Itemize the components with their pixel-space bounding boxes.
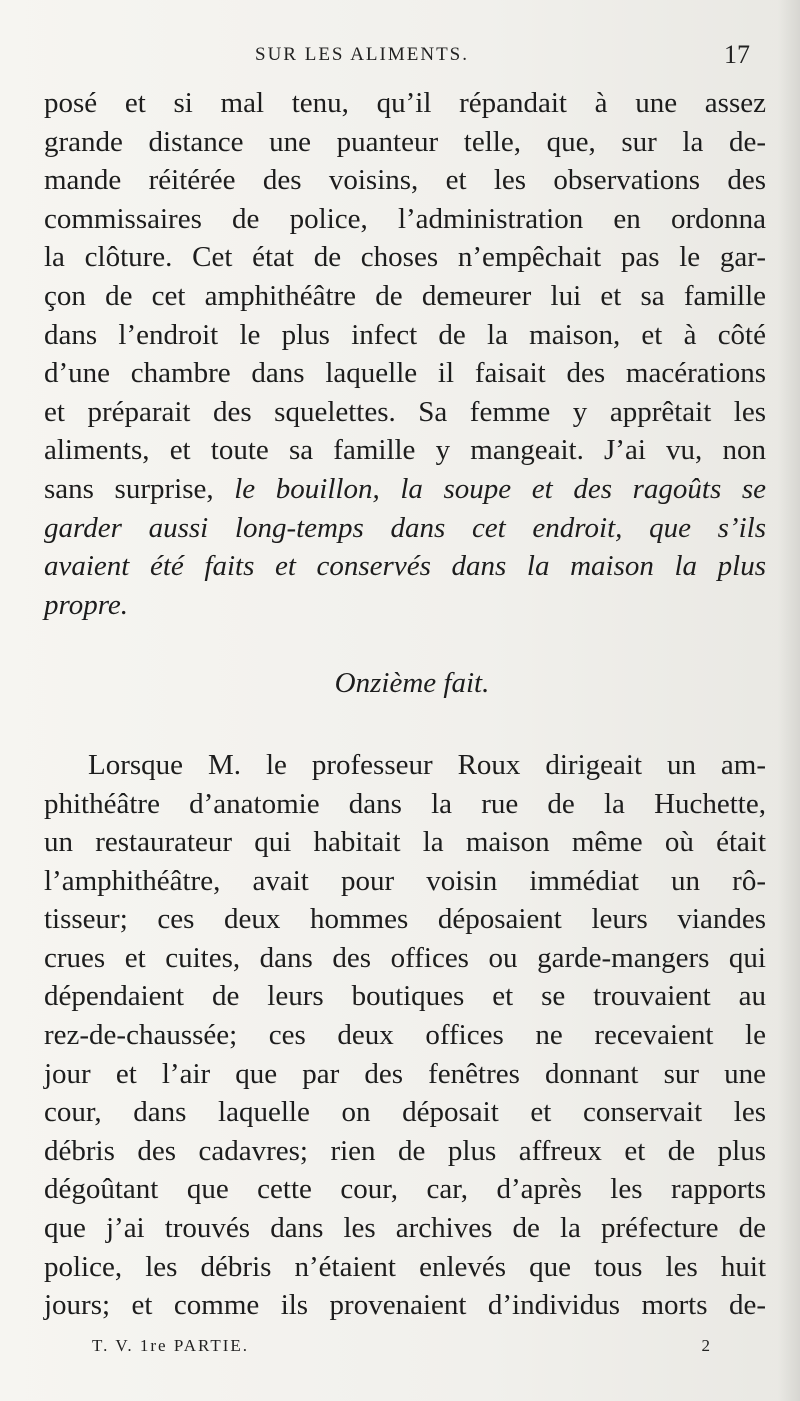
- text-line: jour et l’air que par des fenêtres donnant sur une: [44, 1057, 766, 1090]
- section-heading: Onzième fait.: [334, 667, 490, 700]
- italic-line: propre.: [44, 588, 129, 621]
- text-line: phithéâtre d’anatomie dans la rue de la Huchette,: [44, 787, 766, 820]
- text-line: dans l’endroit le plus infect de la maison, et à côté: [44, 318, 766, 351]
- text-line: que j’ai trouvés dans les archives de la préfecture de: [44, 1212, 766, 1245]
- italic-line: avaient été faits et conservés dans la maison la plus: [44, 550, 766, 583]
- page-number: 17: [724, 40, 750, 69]
- text-line: rez-de-chaussée; ces deux offices ne recevaient le: [44, 1019, 766, 1052]
- signature-footer: [92, 1336, 712, 1366]
- text-line: police, les débris n’étaient enlevés que tous les huit: [44, 1250, 766, 1283]
- italic-segment: le bouillon, la soupe et des ragoûts se: [234, 472, 767, 505]
- running-head-title: SUR LES ALIMENTS.: [255, 44, 469, 65]
- text-line: Lorsque M. le professeur Roux dirigeait un am-: [88, 748, 766, 781]
- text-line: çon de cet amphithéâtre de demeurer lui et sa famille: [44, 279, 766, 312]
- text-line: cour, dans laquelle on déposait et conservait les: [44, 1096, 766, 1129]
- text-line: grande distance une puanteur telle, que, sur la de-: [44, 125, 766, 158]
- running-head: [60, 38, 750, 78]
- text-line: aliments, et toute sa famille y mangeait. J’ai vu, non: [44, 434, 766, 467]
- gathering-number: 2: [701, 1336, 712, 1355]
- text-line: et préparait des squelettes. Sa femme y apprêtait les: [44, 395, 766, 428]
- text-line: jours; et comme ils provenaient d’individus morts de-: [44, 1289, 766, 1322]
- text-line: débris des cadavres; rien de plus affreux et de plus: [44, 1134, 766, 1167]
- text-line: mande réitérée des voisins, et les observations des: [44, 164, 766, 197]
- body-text: [44, 84, 766, 1325]
- text-line: crues et cuites, dans des offices ou garde-mangers qui: [44, 941, 766, 974]
- italic-line: garder aussi long-temps dans cet endroit, que s’ils: [44, 511, 766, 544]
- text-line: dégoûtant que cette cour, car, d’après les rapports: [44, 1173, 766, 1206]
- text-line: l’amphithéâtre, avait pour voisin immédiat un rô-: [44, 864, 766, 897]
- text-line: commissaires de police, l’administration en ordonna: [44, 202, 766, 235]
- text-line: posé et si mal tenu, qu’il répandait à une assez: [44, 87, 766, 119]
- text-line: d’une chambre dans laquelle il faisait des macérations: [44, 357, 766, 390]
- signature-mark: T. V. 1re PARTIE.: [92, 1336, 250, 1355]
- roman-segment: sans surprise,: [44, 472, 214, 505]
- page-edge-shadow: [778, 0, 800, 1401]
- text-line-mixed: [44, 470, 766, 509]
- text-line: un restaurateur qui habitait la maison même où était: [44, 826, 766, 859]
- text-line: la clôture. Cet état de choses n’empêchait pas le gar-: [44, 241, 766, 274]
- text-line: tisseur; ces deux hommes déposaient leurs viandes: [44, 903, 766, 936]
- text-line: dépendaient de leurs boutiques et se trouvaient au: [44, 980, 766, 1013]
